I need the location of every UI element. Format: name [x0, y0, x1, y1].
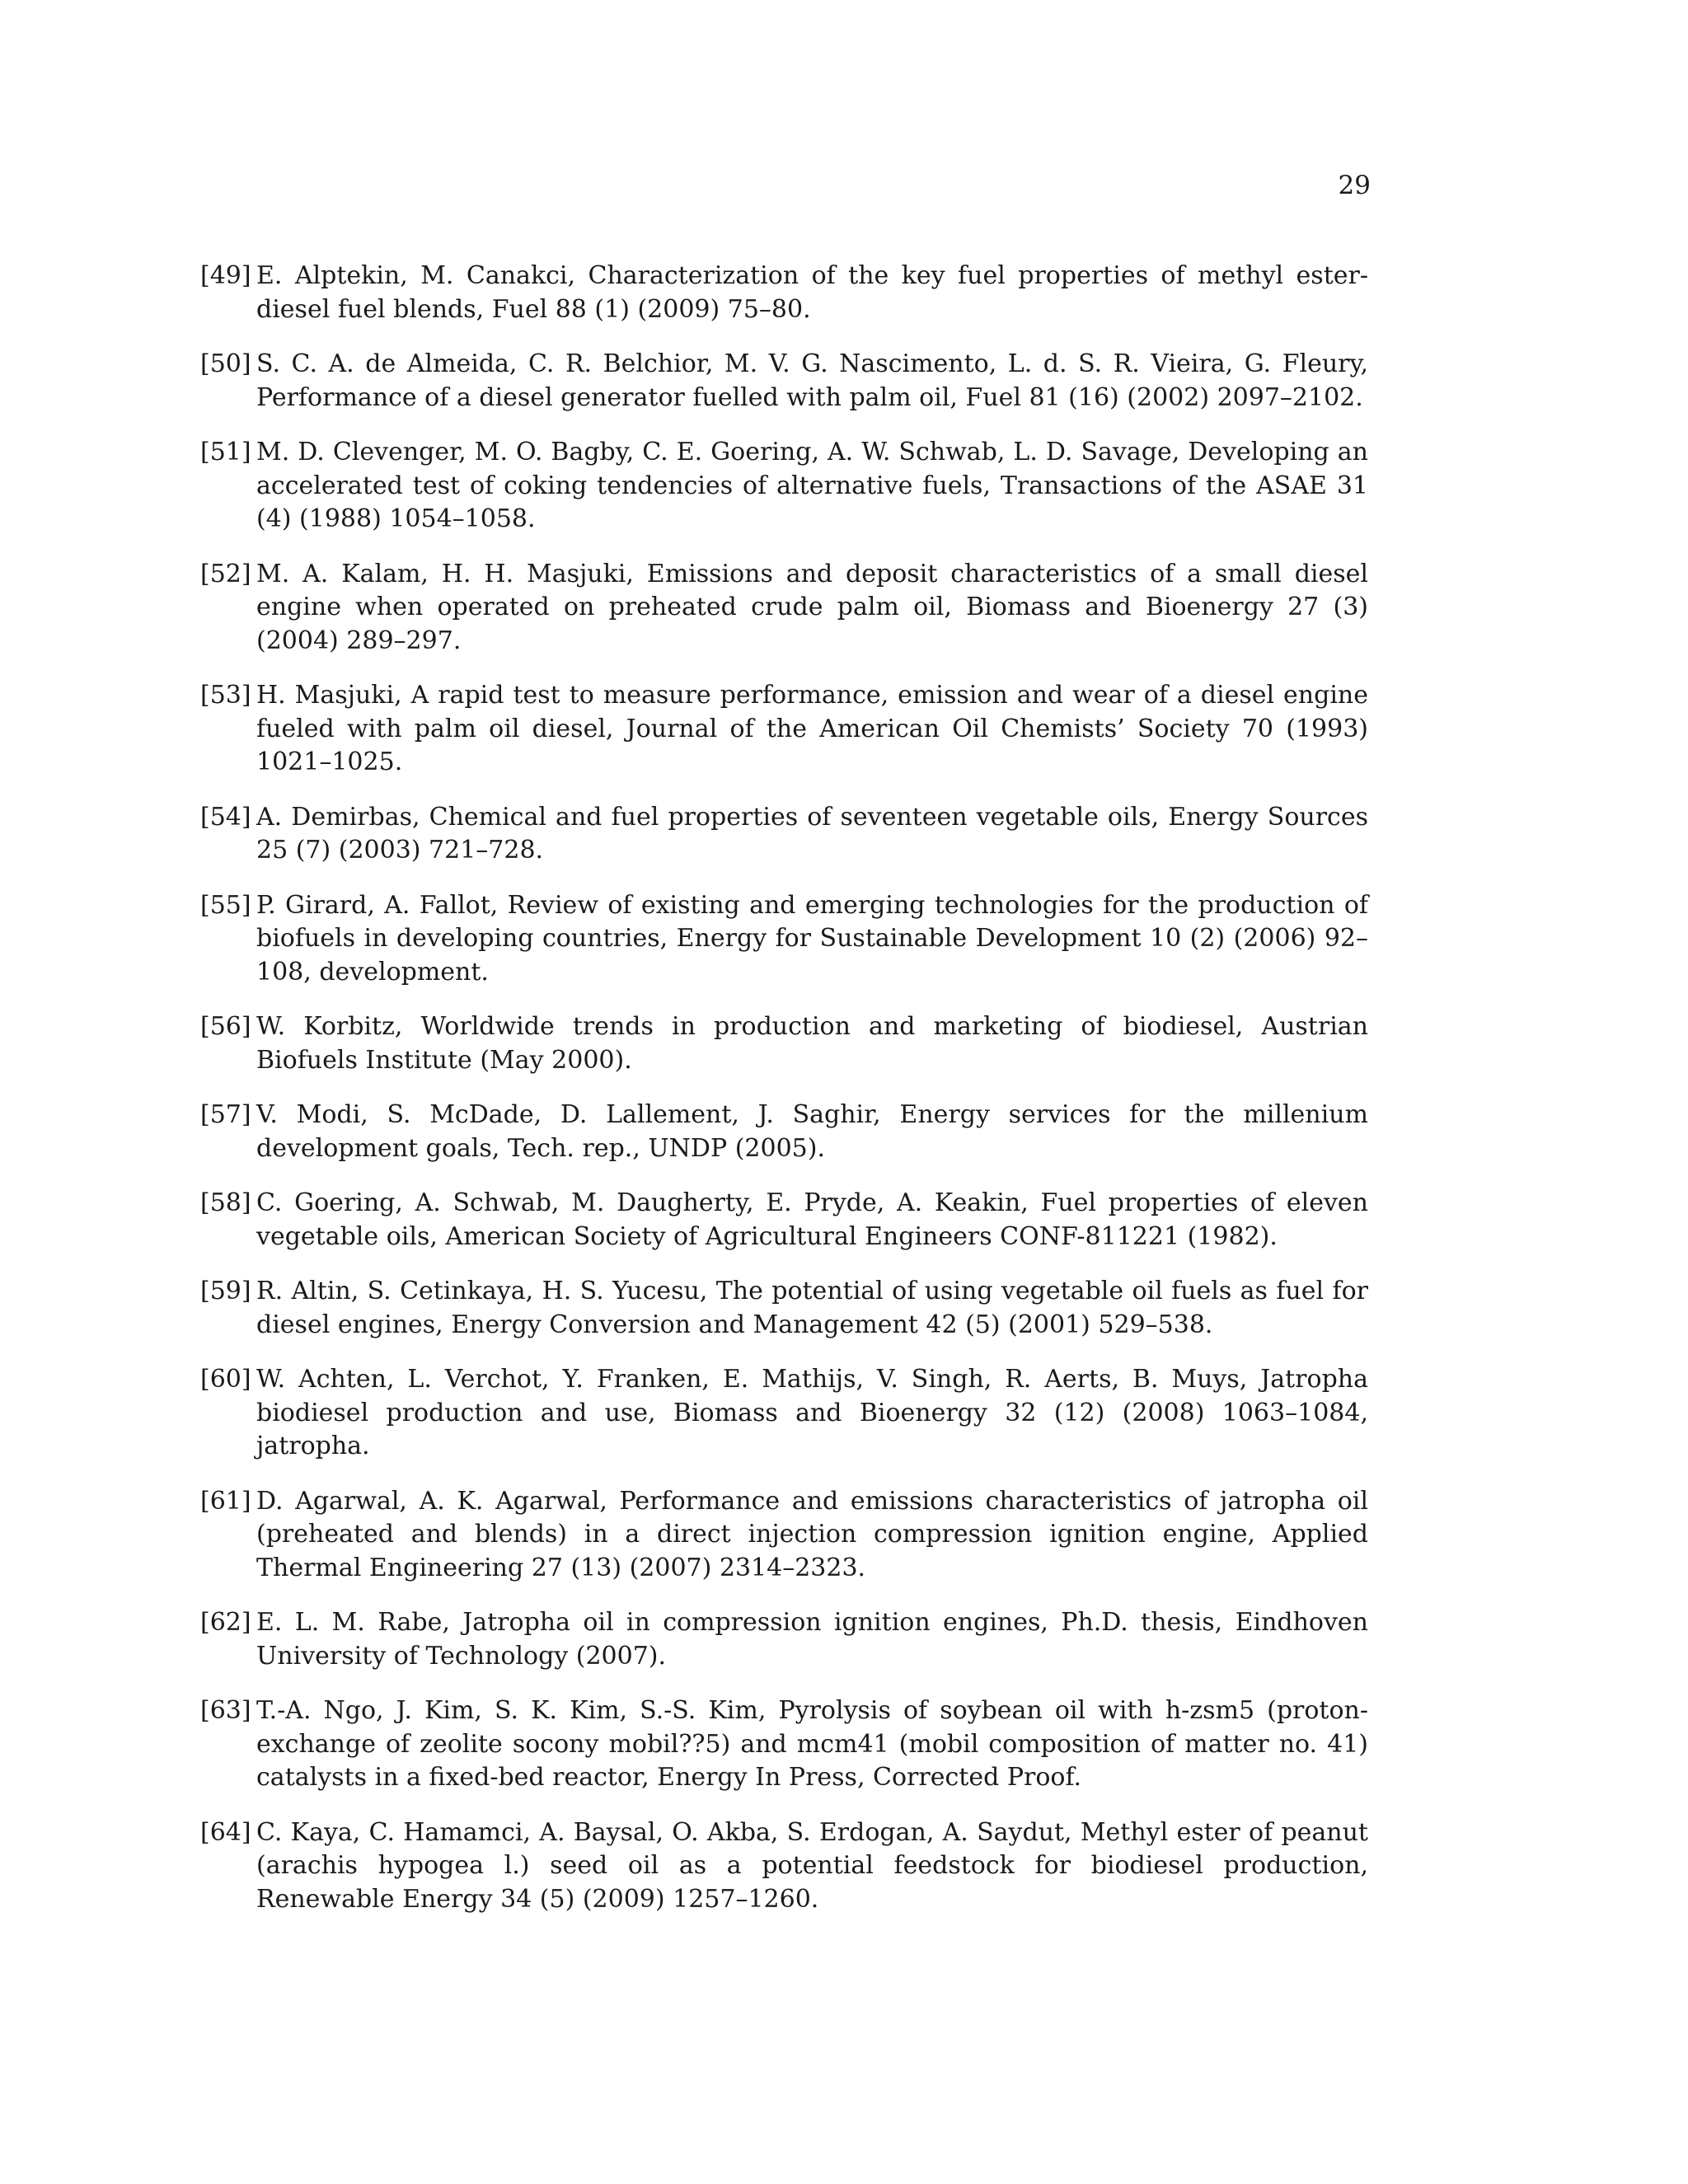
reference-item [200, 1187, 1368, 1254]
reference-text: E. Alptekin, M. Canakci, Characterization of the key fuel properties of methyl ester-diesel fuel blends, Fuel 88 (1) (2009) 75–80. [256, 261, 1368, 324]
reference-label: [51] [200, 438, 251, 466]
reference-item [200, 1010, 1368, 1077]
reference-text: M. D. Clevenger, M. O. Bagby, C. E. Goering, A. W. Schwab, L. D. Savage, Developing an accelerated test of coking tendencies of alternative fuels, Transactions of the ASAE 31 (4) (1988) 1054–1058. [256, 438, 1368, 533]
reference-label: [54] [200, 802, 251, 832]
reference-item [200, 1816, 1368, 1917]
reference-text: T.-A. Ngo, J. Kim, S. K. Kim, S.-S. Kim, Pyrolysis of soybean oil with h-zsm5 (proton-exchange of zeolite socony mobil??5) and mcm41 (mobil composition of matter no. 41) catalysts in a fixed-bed reactor, Energy In Press, Corrected Proof. [256, 1696, 1368, 1792]
reference-list [200, 260, 1368, 1938]
reference-label: [64] [200, 1817, 251, 1847]
reference-text: S. C. A. de Almeida, C. R. Belchior, M. V. G. Nascimento, L. d. S. R. Vieira, G. Fleury, Performance of a diesel generator fuelled with palm oil, Fuel 81 (16) (2002) 2097–2102. [256, 349, 1368, 412]
reference-label: [59] [200, 1277, 251, 1305]
reference-text: H. Masjuki, A rapid test to measure performance, emission and wear of a diesel engine fueled with palm oil diesel, Journal of the American Oil Chemists’ Society 70 (1993) 1021–1025. [256, 681, 1368, 776]
reference-item [200, 348, 1368, 415]
reference-label: [56] [200, 1012, 251, 1041]
reference-text: V. Modi, S. McDade, D. Lallement, J. Saghir, Energy services for the millenium development goals, Tech. rep., UNDP (2005). [256, 1100, 1368, 1163]
reference-label: [53] [200, 681, 251, 710]
reference-text: C. Goering, A. Schwab, M. Daugherty, E. Pryde, A. Keakin, Fuel properties of eleven vegetable oils, American Society of Agricultural Engineers CONF-811221 (1982). [256, 1188, 1368, 1251]
reference-text: R. Altin, S. Cetinkaya, H. S. Yucesu, The potential of using vegetable oil fuels as fuel for diesel engines, Energy Conversion and Management 42 (5) (2001) 529–538. [256, 1277, 1368, 1339]
reference-label: [52] [200, 559, 251, 588]
reference-text: W. Achten, L. Verchot, Y. Franken, E. Mathijs, V. Singh, R. Aerts, B. Muys, Jatropha biodiesel production and use, Biomass and Bioenergy 32 (12) (2008) 1063–1084, jatropha. [256, 1365, 1368, 1460]
reference-label: [49] [200, 261, 251, 290]
reference-text: C. Kaya, C. Hamamci, A. Baysal, O. Akba, S. Erdogan, A. Saydut, Methyl ester of peanut (arachis hypogea l.) seed oil as a potential feedstock for biodiesel production, Renewable Energy 34 (5) (2009) 1257–1260. [256, 1817, 1368, 1914]
reference-item [200, 1485, 1368, 1586]
reference-item [200, 1363, 1368, 1464]
reference-label: [61] [200, 1486, 251, 1516]
reference-label: [58] [200, 1188, 251, 1217]
reference-item [200, 1275, 1368, 1342]
page-number: 29 [1338, 171, 1371, 200]
reference-item [200, 436, 1368, 537]
reference-label: [55] [200, 890, 251, 920]
reference-item [200, 1099, 1368, 1165]
reference-text: D. Agarwal, A. K. Agarwal, Performance and emissions characteristics of jatropha oil (preheated and blends) in a direct injection compression ignition engine, Applied Thermal Engineering 27 (13) (2007) 2314–2323. [256, 1486, 1368, 1582]
reference-item [200, 679, 1368, 780]
reference-item [200, 260, 1368, 326]
reference-text: W. Korbitz, Worldwide trends in production and marketing of biodiesel, Austrian Biofuels Institute (May 2000). [256, 1012, 1368, 1075]
reference-item [200, 801, 1368, 868]
reference-label: [62] [200, 1608, 251, 1637]
reference-label: [50] [200, 349, 251, 378]
reference-item [200, 558, 1368, 658]
reference-item [200, 889, 1368, 990]
reference-label: [60] [200, 1365, 251, 1394]
reference-text: P. Girard, A. Fallot, Review of existing and emerging technologies for the production of biofuels in developing countries, Energy for Sustainable Development 10 (2) (2006) 92–108, development. [256, 890, 1368, 987]
reference-text: A. Demirbas, Chemical and fuel properties of seventeen vegetable oils, Energy Sources 25 (7) (2003) 721–728. [256, 802, 1368, 865]
reference-label: [63] [200, 1696, 251, 1725]
reference-label: [57] [200, 1100, 251, 1129]
reference-item [200, 1606, 1368, 1673]
reference-text: M. A. Kalam, H. H. Masjuki, Emissions and deposit characteristics of a small diesel engine when operated on preheated crude palm oil, Biomass and Bioenergy 27 (3) (2004) 289–297. [256, 559, 1368, 655]
reference-text: E. L. M. Rabe, Jatropha oil in compression ignition engines, Ph.D. thesis, Eindhoven University of Technology (2007). [256, 1608, 1368, 1671]
reference-item [200, 1694, 1368, 1795]
